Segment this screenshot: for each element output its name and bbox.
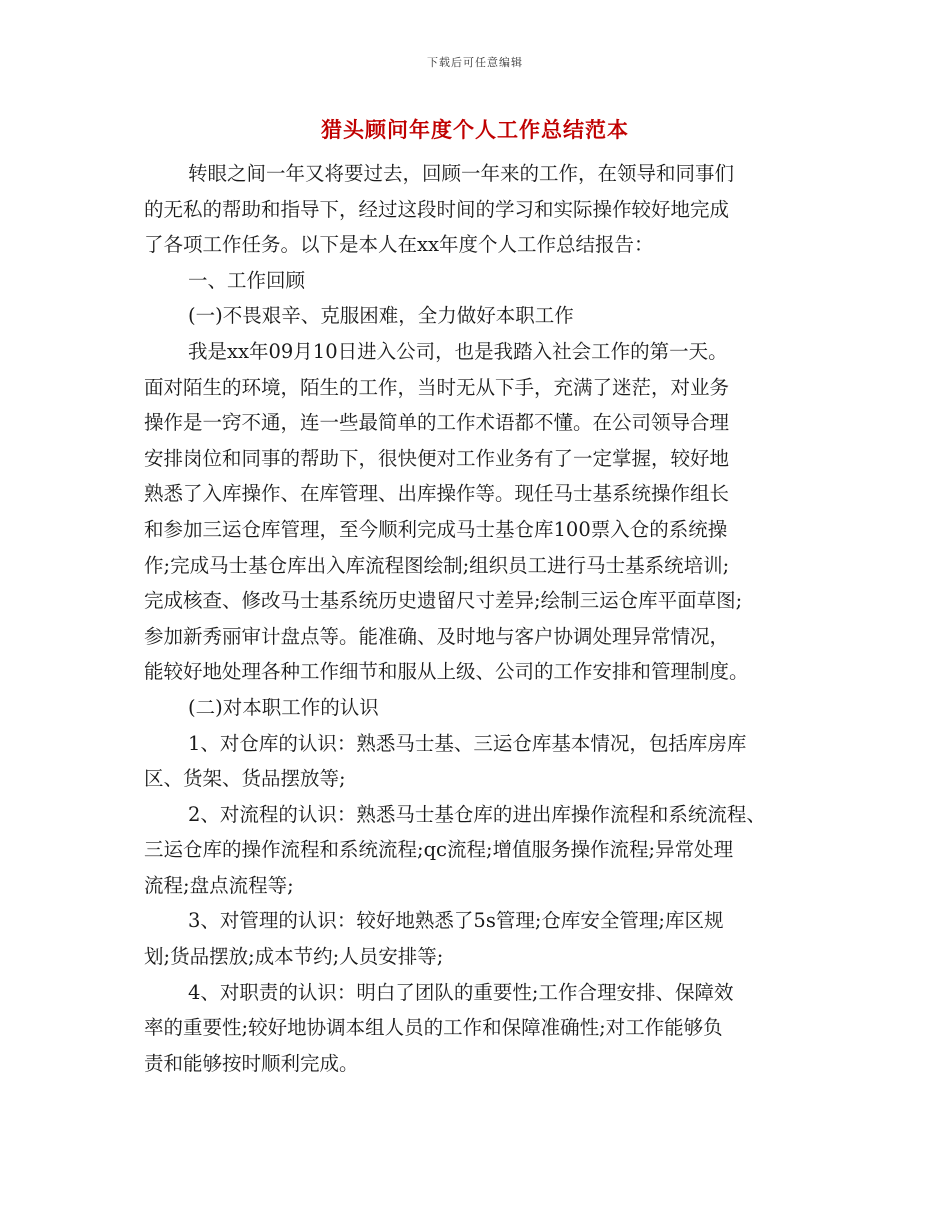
paragraph-line: 面对陌生的环境，陌生的工作，当时无从下手，充满了迷茫，对业务 xyxy=(144,375,730,399)
paragraph-line: 我是xx年09月10日进入公司，也是我踏入社会工作的第一天。 xyxy=(188,339,728,363)
paragraph-line: 参加新秀丽审计盘点等。能准确、及时地与客户协调处理异常情况， xyxy=(144,624,730,648)
paragraph-line: 完成核查、修改马士基系统历史遗留尺寸差异;绘制三运仓库平面草图; xyxy=(144,589,743,613)
list-item-continuation: 率的重要性;较好地协调本组人员的工作和保障准确性;对工作能够负 xyxy=(144,1016,723,1040)
list-item: 4、对职责的认识：明白了团队的重要性;工作合理安排、保障效 xyxy=(188,980,734,1004)
document-body xyxy=(144,156,824,1081)
paragraph-line: 和参加三运仓库管理，至今顺利完成马士基仓库100票入仓的系统操 xyxy=(144,517,728,541)
paragraph-line: 的无私的帮助和指导下，经过这段时间的学习和实际操作较好地完成 xyxy=(144,197,730,221)
page-header: 下载后可任意编辑 xyxy=(427,56,523,69)
paragraph-line: 作;完成马士基仓库出入库流程图绘制;组织员工进行马士基系统培训; xyxy=(144,553,730,577)
subsection-heading: (一)不畏艰辛、克服困难，全力做好本职工作 xyxy=(188,304,574,328)
subsection-heading: (二)对本职工作的认识 xyxy=(188,695,379,719)
list-item: 2、对流程的认识：熟悉马士基仓库的进出库操作流程和系统流程、 xyxy=(188,802,766,826)
list-item-continuation: 三运仓库的操作流程和系统流程;qc流程;增值服务操作流程;异常处理 xyxy=(144,838,734,862)
paragraph-line: 安排岗位和同事的帮助下，很快便对工作业务有了一定掌握，较好地 xyxy=(144,446,730,470)
paragraph-line: 熟悉了入库操作、在库管理、出库操作等。现任马士基系统操作组长 xyxy=(144,482,730,506)
list-item-continuation: 流程;盘点流程等; xyxy=(144,873,294,897)
paragraph-line: 操作是一窍不通，连一些最简单的工作术语都不懂。在公司领导合理 xyxy=(144,411,730,435)
paragraph-line: 能较好地处理各种工作细节和服从上级、公司的工作安排和管理制度。 xyxy=(144,660,749,684)
list-item-continuation: 划;货品摆放;成本节约;人员安排等; xyxy=(144,945,444,969)
paragraph-line: 转眼之间一年又将要过去，回顾一年来的工作，在领导和同事们 xyxy=(188,162,735,185)
list-item-continuation: 区、货架、货品摆放等; xyxy=(144,767,346,791)
paragraph-line: 了各项工作任务。以下是本人在xx年度个人工作总结报告： xyxy=(144,233,654,257)
list-item: 1、对仓库的认识：熟悉马士基、三运仓库基本情况，包括库房库 xyxy=(188,731,747,755)
section-heading: 一、工作回顾 xyxy=(188,268,306,292)
document-title: 猎头顾问年度个人工作总结范本 xyxy=(321,117,629,142)
list-item-continuation: 责和能够按时顺利完成。 xyxy=(144,1051,359,1075)
list-item: 3、对管理的认识：较好地熟悉了5s管理;仓库安全管理;库区规 xyxy=(188,909,724,933)
